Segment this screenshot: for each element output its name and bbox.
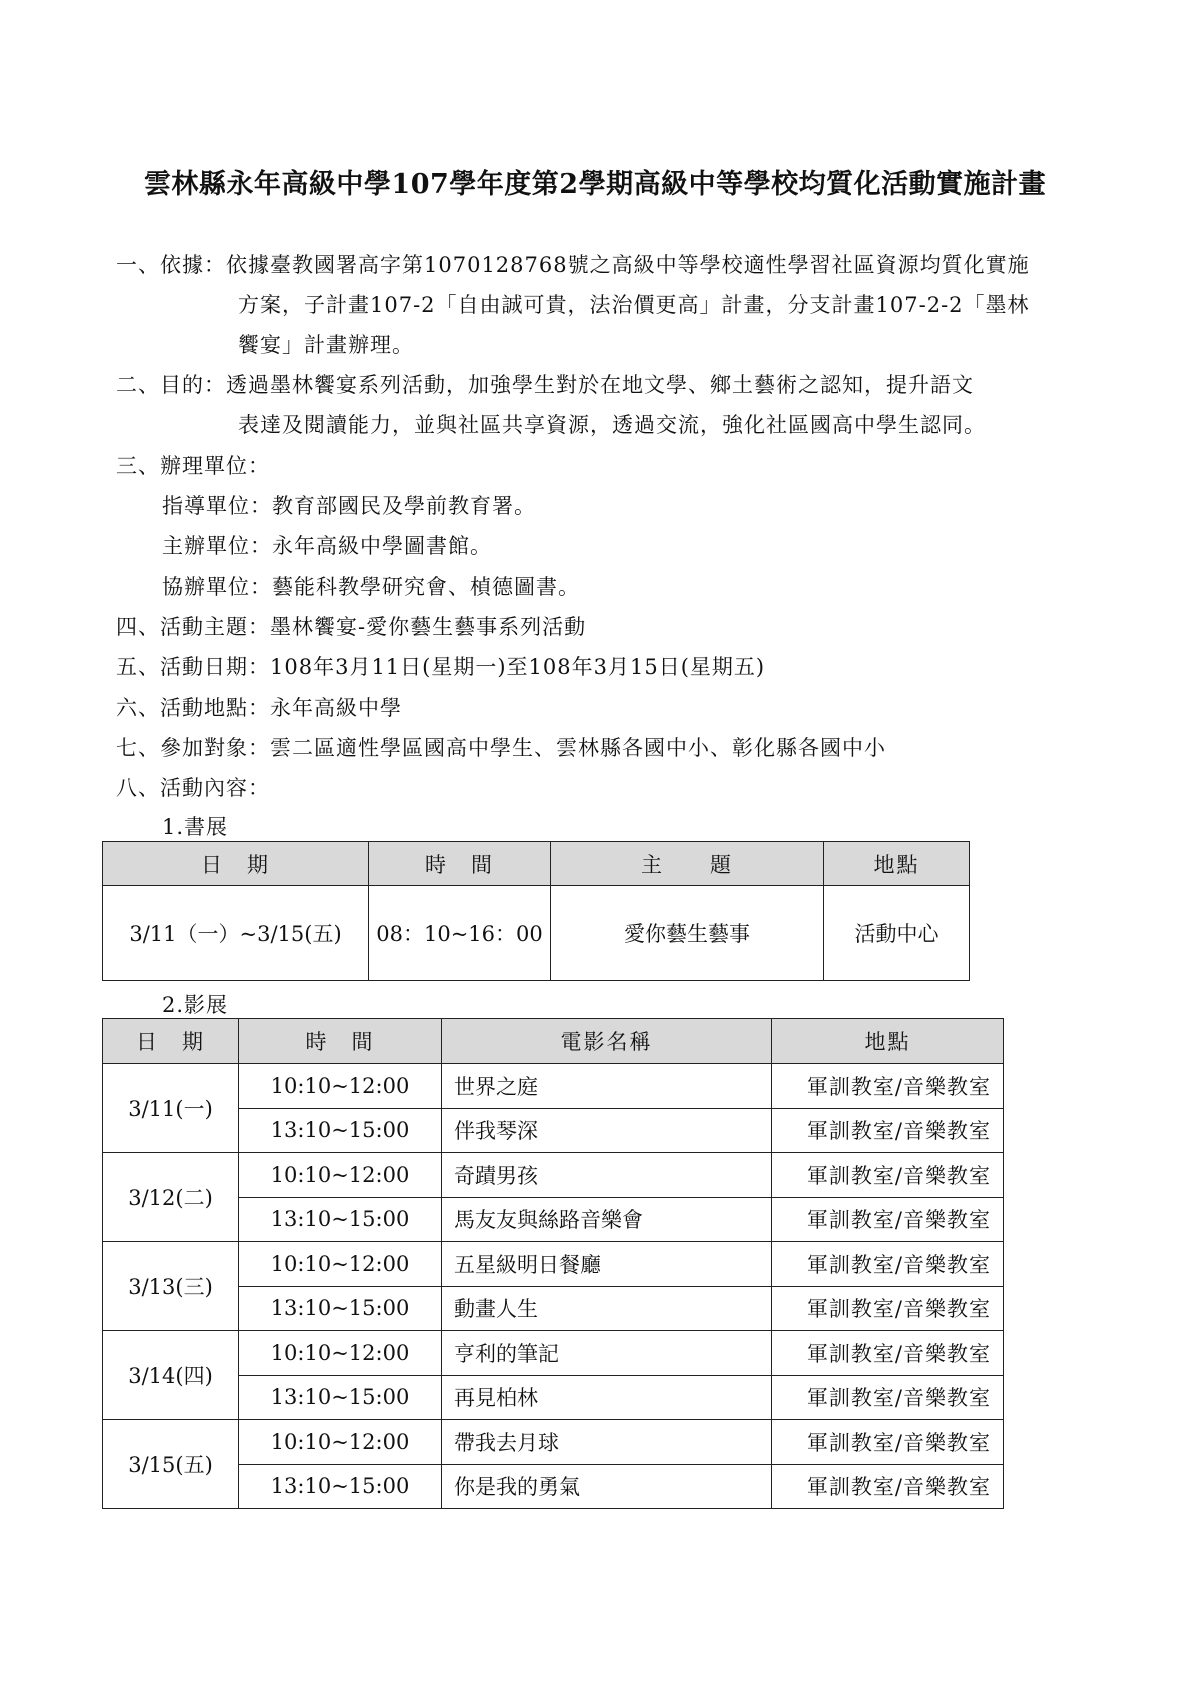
- section-4-value: 墨林饗宴-愛你藝生藝事系列活動: [270, 615, 587, 639]
- film-time-cell: 10:10~12:00: [239, 1242, 442, 1287]
- organizer-unit-value: 永年高級中學圖書館。: [272, 534, 492, 558]
- section-2-line-2: 表達及閱讀能力，並與社區共享資源，透過交流，強化社區國高中學生認同。: [238, 413, 986, 437]
- film-expo-table: [102, 1018, 1004, 1509]
- book-expo-row: [103, 886, 970, 981]
- film-time-cell: 13:10~15:00: [239, 1464, 442, 1509]
- section-1: [116, 250, 1030, 280]
- section-6: [116, 693, 402, 723]
- table-row: [103, 1108, 1004, 1153]
- section-4-label: 四、活動主題：: [116, 615, 270, 639]
- section-7-value: 雲二區適性學區國高中學生、雲林縣各國中小、彰化縣各國中小: [270, 736, 886, 760]
- film-title-cell: 馬友友與絲路音樂會: [442, 1197, 772, 1242]
- book-expo-header-theme: 主 題: [551, 842, 824, 886]
- section-5: [116, 652, 765, 682]
- film-title-cell: 再見柏林: [442, 1375, 772, 1420]
- section-3-label: 三、辦理單位：: [116, 454, 270, 478]
- table-row: [103, 1375, 1004, 1420]
- section-7-label: 七、參加對象：: [116, 736, 270, 760]
- section-6-value: 永年高級中學: [270, 696, 402, 720]
- film-title-cell: 你是我的勇氣: [442, 1464, 772, 1509]
- film-date-cell: 3/15(五): [103, 1420, 239, 1509]
- film-title-cell: 帶我去月球: [442, 1420, 772, 1465]
- film-time-cell: 13:10~15:00: [239, 1197, 442, 1242]
- film-title-cell: 世界之庭: [442, 1064, 772, 1109]
- film-time-cell: 10:10~12:00: [239, 1331, 442, 1376]
- table-row: [103, 1420, 1004, 1465]
- section-2: [116, 370, 974, 400]
- section-8-label: 八、活動內容：: [116, 776, 270, 800]
- book-expo-date: 3/11（一）~3/15(五): [103, 886, 369, 981]
- film-time-cell: 10:10~12:00: [239, 1153, 442, 1198]
- section-7: [116, 733, 886, 763]
- film-expo-header-place: 地點: [772, 1019, 1004, 1064]
- film-expo-header-film: 電影名稱: [442, 1019, 772, 1064]
- film-date-cell: 3/12(二): [103, 1153, 239, 1242]
- film-expo-header-date: 日 期: [103, 1019, 239, 1064]
- organizer-unit-label: 主辦單位：: [162, 534, 272, 558]
- book-expo-place: 活動中心: [824, 886, 970, 981]
- film-place-cell: 軍訓教室/音樂教室: [772, 1108, 1004, 1153]
- film-place-cell: 軍訓教室/音樂教室: [772, 1420, 1004, 1465]
- film-time-cell: 13:10~15:00: [239, 1375, 442, 1420]
- film-place-cell: 軍訓教室/音樂教室: [772, 1064, 1004, 1109]
- table-row: [103, 1153, 1004, 1198]
- film-date-cell: 3/14(四): [103, 1331, 239, 1420]
- film-place-cell: 軍訓教室/音樂教室: [772, 1153, 1004, 1198]
- film-place-cell: 軍訓教室/音樂教室: [772, 1464, 1004, 1509]
- table-row: [103, 1197, 1004, 1242]
- co-organizer-unit-value: 藝能科教學研究會、楨德圖書。: [272, 575, 580, 599]
- film-place-cell: 軍訓教室/音樂教室: [772, 1331, 1004, 1376]
- organizer-unit: [162, 531, 492, 561]
- film-expo-body: [103, 1064, 1004, 1509]
- film-date-cell: 3/11(一): [103, 1064, 239, 1153]
- section-1-line-3: 饗宴」計畫辦理。: [238, 333, 414, 357]
- film-place-cell: 軍訓教室/音樂教室: [772, 1197, 1004, 1242]
- section-2-line-1: 透過墨林饗宴系列活動，加強學生對於在地文學、鄉土藝術之認知，提升語文: [226, 373, 974, 397]
- section-6-label: 六、活動地點：: [116, 696, 270, 720]
- guiding-unit: [162, 491, 536, 521]
- book-expo-theme: 愛你藝生藝事: [551, 886, 824, 981]
- film-title-cell: 動畫人生: [442, 1286, 772, 1331]
- section-2-label: 二、目的：: [116, 373, 226, 397]
- film-title-cell: 奇蹟男孩: [442, 1153, 772, 1198]
- guiding-unit-value: 教育部國民及學前教育署。: [272, 494, 536, 518]
- section-1-line-1: 依據臺教國署高字第1070128768號之高級中等學校適性學習社區資源均質化實施: [226, 253, 1030, 277]
- book-expo-time: 08：10~16：00: [369, 886, 551, 981]
- co-organizer-unit: [162, 572, 580, 602]
- film-title-cell: 亨利的筆記: [442, 1331, 772, 1376]
- document-title: 雲林縣永年高級中學107學年度第2學期高級中等學校均質化活動實施計畫: [143, 169, 1047, 200]
- film-expo-header-time: 時 間: [239, 1019, 442, 1064]
- film-place-cell: 軍訓教室/音樂教室: [772, 1242, 1004, 1287]
- section-4: [116, 612, 586, 642]
- film-expo-heading: 2.影展: [162, 993, 229, 1017]
- film-place-cell: 軍訓教室/音樂教室: [772, 1375, 1004, 1420]
- film-place-cell: 軍訓教室/音樂教室: [772, 1286, 1004, 1331]
- section-1-label: 一、依據：: [116, 253, 226, 277]
- book-expo-heading: 1.書展: [162, 815, 229, 839]
- table-row: [103, 1464, 1004, 1509]
- film-expo-header-row: [103, 1019, 1004, 1064]
- book-expo-header-time: 時 間: [369, 842, 551, 886]
- book-expo-header-date: 日 期: [103, 842, 369, 886]
- section-1-line-2: 方案，子計畫107-2「自由誠可貴，法治價更高」計畫，分支計畫107-2-2「墨林: [238, 293, 1030, 317]
- table-row: [103, 1242, 1004, 1287]
- guiding-unit-label: 指導單位：: [162, 494, 272, 518]
- book-expo-header-place: 地點: [824, 842, 970, 886]
- book-expo-table: [102, 841, 970, 981]
- film-time-cell: 10:10~12:00: [239, 1420, 442, 1465]
- section-5-label: 五、活動日期：: [116, 655, 270, 679]
- book-expo-header-row: [103, 842, 970, 886]
- film-date-cell: 3/13(三): [103, 1242, 239, 1331]
- co-organizer-unit-label: 協辦單位：: [162, 575, 272, 599]
- table-row: [103, 1286, 1004, 1331]
- film-time-cell: 13:10~15:00: [239, 1286, 442, 1331]
- film-title-cell: 伴我琴深: [442, 1108, 772, 1153]
- section-5-value: 108年3月11日(星期一)至108年3月15日(星期五): [270, 655, 766, 679]
- film-time-cell: 10:10~12:00: [239, 1064, 442, 1109]
- film-time-cell: 13:10~15:00: [239, 1108, 442, 1153]
- table-row: [103, 1064, 1004, 1109]
- film-title-cell: 五星級明日餐廳: [442, 1242, 772, 1287]
- table-row: [103, 1331, 1004, 1376]
